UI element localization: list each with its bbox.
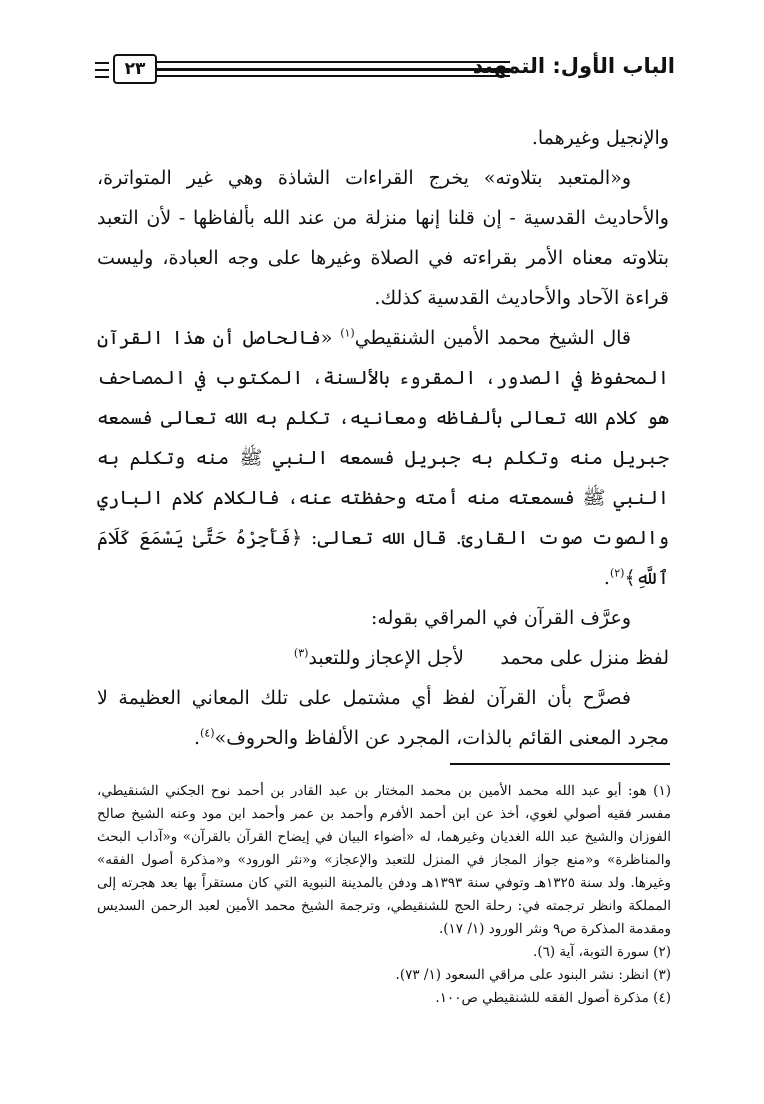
paragraph-text: فصرَّح بأن القرآن لفظ أي مشتمل على تلك المعاني العظيمة لا مجرد المعنى القائم بالذات، المجرد عن الألفاظ والحروف»	[97, 687, 669, 749]
paragraph: والإنجيل وغيرهما.	[531, 127, 669, 149]
quote-paragraph	[97, 318, 669, 598]
footnote-ref: (١)	[340, 326, 355, 340]
footnote-ref: (٤)	[200, 726, 215, 740]
footnote: (٤) مذكرة أصول الفقه للشنقيطي ص١٠٠.	[435, 990, 671, 1006]
header-dash	[95, 62, 109, 64]
footnote: (٢) سورة التوبة، آية (٦).	[533, 944, 671, 960]
verse-hemistich-right: لفظ منزل على محمد	[500, 647, 669, 669]
paragraph-text: وعرَّف القرآن في المراقي بقوله:	[371, 607, 631, 629]
chapter-title: الباب الأول: التمهيد	[472, 54, 675, 78]
punctuation: .	[194, 727, 201, 749]
header-rule	[157, 68, 510, 71]
verse-text: لأجل الإعجاز وللتعبد	[308, 647, 464, 669]
header-dash	[95, 76, 109, 78]
main-text	[97, 118, 669, 758]
footnote: (٣) انظر: نشر البنود على مراقي السعود (١/ ٧٣).	[395, 967, 671, 983]
verse-hemistich-left	[294, 638, 464, 678]
paragraph	[97, 678, 669, 758]
paragraph	[97, 158, 669, 318]
header-dash	[95, 69, 109, 71]
paragraph-text: و«المتعبد بتلاوته» يخرج القراءات الشاذة وهي غير المتواترة، والأحاديث القدسية - إن قلنا إنها منزلة من عند الله بألفاظها - لأن التعبد بتلاوته معناه الأمر بقراءته في الصلاة وغيرها على وجه العبادة، وليست قراءة الآحاد والأحاديث القدسية كذلك.	[97, 167, 669, 309]
footnote-ref: (٣)	[293, 646, 309, 660]
footnote-ref: (٢)	[609, 566, 625, 580]
paragraph	[97, 598, 669, 638]
poetry-verse	[97, 638, 669, 678]
quote-text: «فالحاصل أن هذا القرآن المحفوظ في الصدور، المقروء بالألسنة، المكتوب في المصاحف هو كلام الله تعالى بألفاظه ومعانيه، تكلم به الله تعالى فسمعه جبريل منه وتكلم به جبريل فسمعه النبي ﷺ منه وتكلم به النبي ﷺ فسمعته منه أمته وحفظته عنه، فالكلام كلام الباري والصوت صوت القارئ. قال الله تعالى: ﴿فَأَجِرْهُ حَتَّىٰ يَسْمَعَ كَلَامَ ٱللَّهِ﴾	[97, 327, 669, 589]
footnote-separator	[450, 763, 670, 765]
running-header	[95, 50, 675, 84]
header-rule	[157, 61, 510, 63]
page-number: ٢٣	[113, 54, 157, 84]
footnote: (١) هو: أبو عبد الله محمد الأمين بن محمد المختار بن عبد القادر بن أحمد نوح الجكني الشنقيطي، مفسر فقيه أصولي لغوي، أخذ عن ابن أحمد الأفرم وأحمد بن عمر وأحمد ابن مود وعنه الشيخ صالح الفوزان والشيخ عبد الله الغديان وغيرهما، له «أضواء البيان في إيضاح القرآن بالقرآن» و«آداب البحث والمناظرة» و«منع جواز المجاز في المنزل للتعبد والإعجاز» و«نثر الورود» و«مذكرة أصول الفقه» وغيرها. ولد سنة ١٣٢٥هـ وتوفي سنة ١٣٩٣هـ ودفن بالمدينة النبوية التي كان مستقراً بها بعد هجرته إلى المملكة وانظر ترجمته في: رحلة الحج للشنقيطي، وترجمة الشيخ محمد الأمين لعبد الرحمن السديس ومقدمة المذكرة ص٩ ونثر الورود (١/ ١٧).	[97, 783, 672, 937]
footnotes	[97, 780, 671, 1010]
paragraph-text: قال الشيخ محمد الأمين الشنقيطي	[354, 327, 631, 349]
punctuation: .	[603, 567, 610, 589]
header-rule	[157, 75, 510, 77]
